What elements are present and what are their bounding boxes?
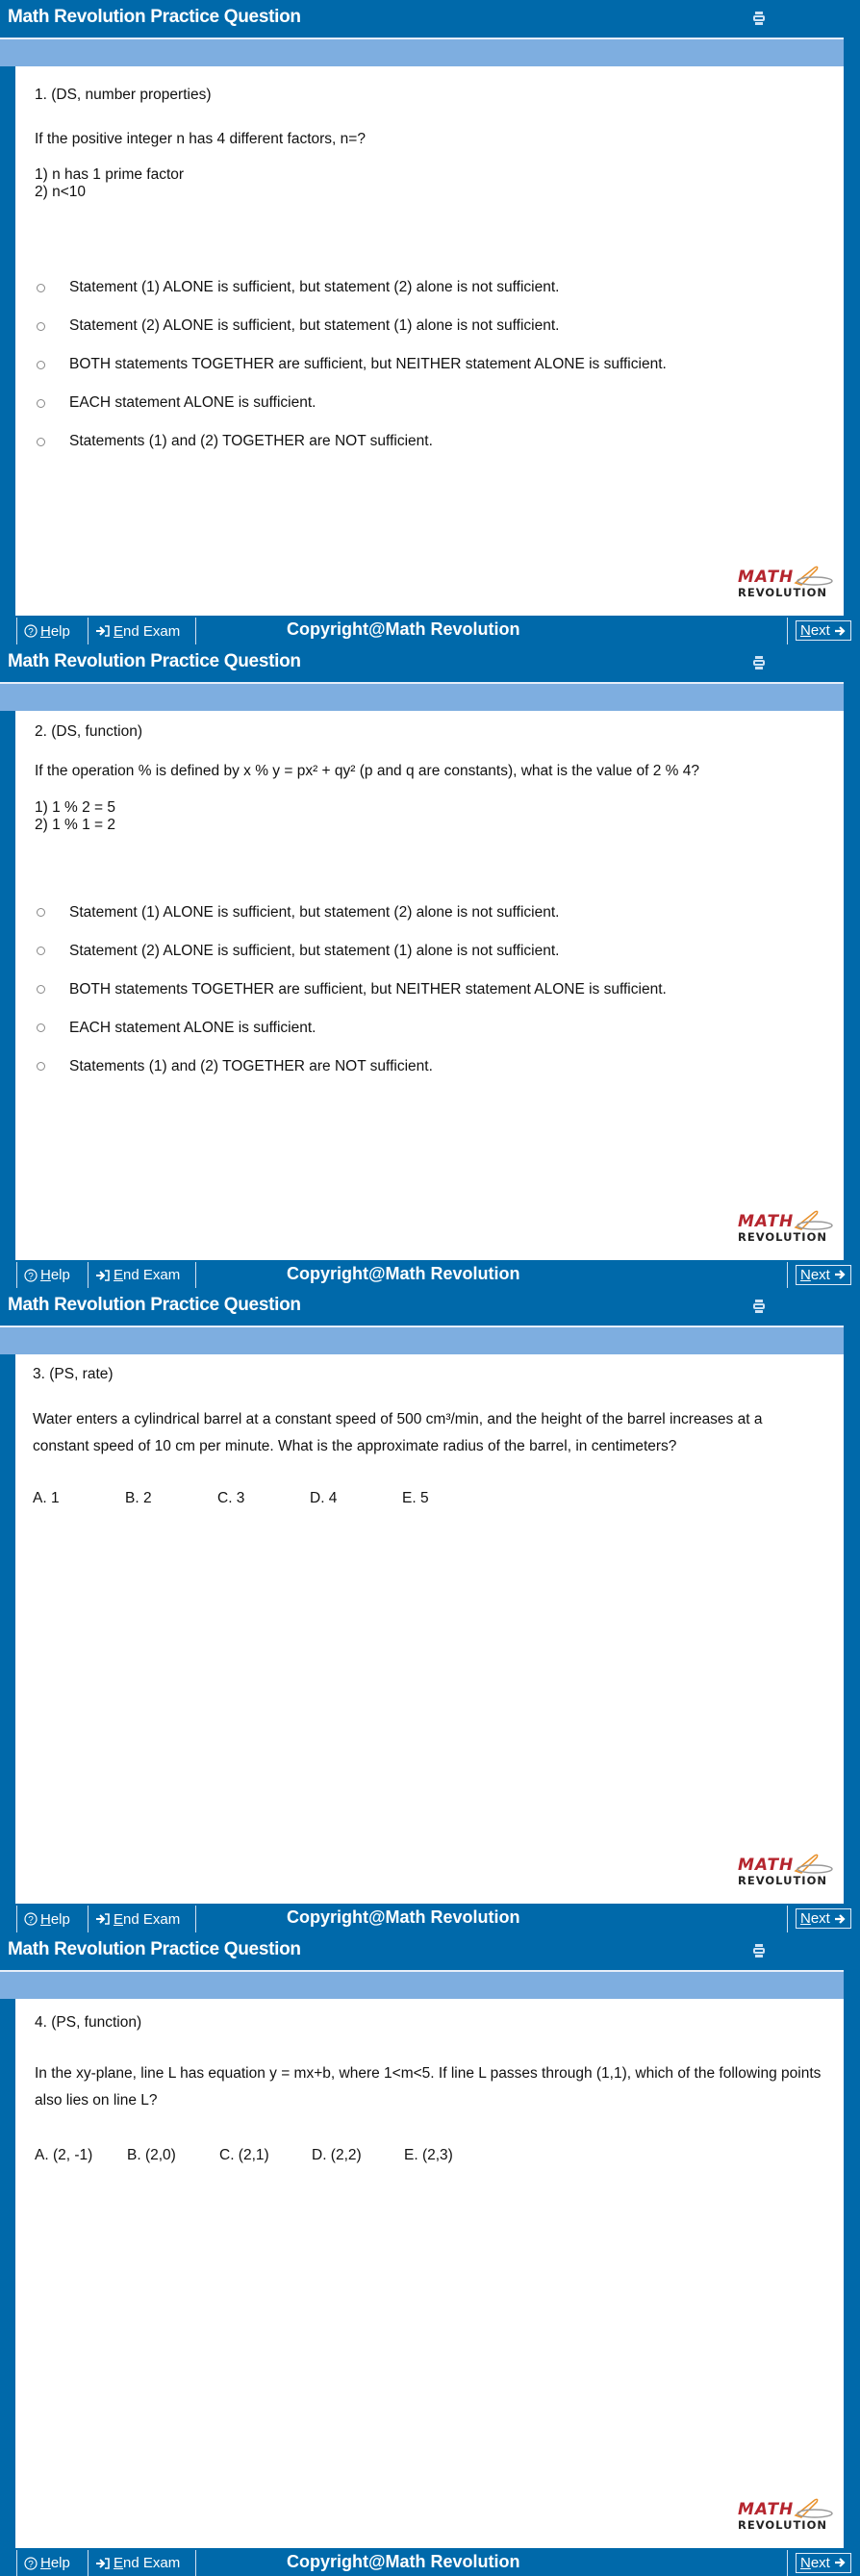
arrow-right-icon (834, 1913, 846, 1925)
radio-button[interactable] (37, 361, 45, 369)
next-button-container (787, 1262, 860, 1289)
end-exam-button[interactable]: E nd Exam (88, 2550, 196, 2576)
logo-swoosh-icon (794, 2498, 834, 2519)
radio-button[interactable] (37, 438, 45, 446)
footer-bar (0, 2548, 860, 2576)
logo-swoosh-icon (794, 566, 834, 587)
statement-2: 2) n<10 (35, 184, 87, 200)
answer-choices (35, 2147, 496, 2164)
question-label: 1. (DS, number properties) (35, 87, 212, 103)
window-title: Math Revolution Practice Question (8, 7, 301, 27)
radio-button[interactable] (37, 1023, 45, 1032)
help-icon (24, 1269, 38, 1282)
toolbar-strip (0, 38, 844, 66)
question-window-2 (0, 644, 860, 1289)
answer-option[interactable]: BOTH statements TOGETHER are sufficient, but NEITHER statement ALONE is sufficient. (35, 971, 667, 1009)
help-icon (24, 1912, 38, 1926)
help-button[interactable]: ? H elp (16, 1906, 88, 1932)
choice-e[interactable]: E. 5 (402, 1490, 429, 1506)
radio-button[interactable] (37, 1062, 45, 1071)
choice-e[interactable]: E. (2,3) (404, 2146, 453, 2163)
next-button[interactable]: N ext (796, 1908, 851, 1929)
arrow-right-icon (834, 2557, 846, 2568)
question-text: Water enters a cylindrical barrel at a constant speed of 500 cm³/min, and the height of the barrel increases at a constant speed of 10 cm per minute. What is the approximate radius of the barrel, in centimeters? (33, 1411, 763, 1454)
print-icon[interactable] (752, 655, 766, 670)
exit-icon (95, 624, 111, 638)
answer-option[interactable]: Statement (2) ALONE is sufficient, but statement (1) alone is not sufficient. (35, 307, 667, 345)
copyright-text: Copyright@Math Revolution (287, 1263, 520, 1283)
next-button[interactable]: N ext (796, 1265, 851, 1285)
question-text: In the xy-plane, line L has equation y = mx+b, where 1<m<5. If line L passes through (1,1), which of the following points also lies on line L? (35, 2064, 822, 2109)
title-bar (0, 1288, 860, 1326)
help-button[interactable]: ? H elp (16, 618, 88, 644)
choice-b[interactable]: B. (2,0) (127, 2146, 176, 2163)
answer-option[interactable]: EACH statement ALONE is sufficient. (35, 1009, 667, 1048)
question-text: If the positive integer n has 4 different factors, n=? (35, 131, 366, 147)
radio-button[interactable] (37, 985, 45, 994)
answer-choices (33, 1490, 494, 1507)
radio-button[interactable] (37, 947, 45, 955)
next-button-container (787, 1906, 860, 1932)
choice-c[interactable]: C. 3 (217, 1490, 245, 1506)
statements (35, 166, 184, 201)
copyright-text: Copyright@Math Revolution (287, 2551, 520, 2571)
title-bar (0, 644, 860, 682)
choice-b[interactable]: B. 2 (125, 1490, 152, 1506)
answer-option[interactable]: Statement (2) ALONE is sufficient, but statement (1) alone is not sufficient. (35, 932, 667, 971)
end-exam-button[interactable]: E nd Exam (88, 618, 196, 644)
answer-options (35, 894, 667, 1086)
choice-c[interactable]: C. (2,1) (219, 2146, 269, 2163)
answer-option[interactable]: Statements (1) and (2) TOGETHER are NOT sufficient. (35, 422, 667, 461)
footer-bar (0, 616, 860, 644)
help-button[interactable]: ? H elp (16, 2550, 88, 2576)
print-icon[interactable] (752, 11, 766, 26)
question-label: 3. (PS, rate) (33, 1366, 114, 1382)
question-label: 2. (DS, function) (35, 722, 142, 740)
radio-button[interactable] (37, 284, 45, 292)
print-icon[interactable] (752, 1943, 766, 1958)
radio-button[interactable] (37, 908, 45, 917)
question-content (15, 66, 844, 616)
footer-bar (0, 1260, 860, 1289)
toolbar-strip (0, 1326, 844, 1354)
choice-a[interactable]: A. 1 (33, 1490, 60, 1506)
statement-1: 1) 1 % 2 = 5 (35, 798, 116, 816)
choice-a[interactable]: A. (2, -1) (35, 2146, 93, 2163)
statement-2: 2) 1 % 1 = 2 (35, 816, 116, 833)
next-button-container (787, 618, 860, 644)
toolbar-strip (0, 682, 844, 711)
copyright-text: Copyright@Math Revolution (287, 1907, 520, 1927)
question-content (15, 711, 844, 1260)
help-button[interactable]: ? H elp (16, 1262, 88, 1289)
arrow-right-icon (834, 1269, 846, 1280)
svg-text:?: ? (28, 627, 34, 638)
help-icon (24, 2557, 38, 2570)
radio-button[interactable] (37, 399, 45, 408)
answer-option[interactable]: EACH statement ALONE is sufficient. (35, 384, 667, 422)
answer-options (35, 268, 667, 461)
answer-option[interactable]: Statement (1) ALONE is sufficient, but statement (2) alone is not sufficient. (35, 894, 667, 932)
end-exam-button[interactable]: E nd Exam (88, 1906, 196, 1932)
answer-option[interactable]: BOTH statements TOGETHER are sufficient, but NEITHER statement ALONE is sufficient. (35, 345, 667, 384)
question-content (15, 1999, 844, 2548)
arrow-right-icon (834, 625, 846, 637)
answer-option[interactable]: Statement (1) ALONE is sufficient, but statement (2) alone is not sufficient. (35, 268, 667, 307)
question-window-1 (0, 0, 860, 644)
exit-icon (95, 2557, 111, 2570)
title-bar (0, 0, 860, 38)
print-icon[interactable] (752, 1299, 766, 1314)
answer-option[interactable]: Statements (1) and (2) TOGETHER are NOT sufficient. (35, 1048, 667, 1086)
next-button-container (787, 2550, 860, 2576)
window-title: Math Revolution Practice Question (8, 650, 301, 671)
logo-swoosh-icon (794, 1854, 834, 1875)
question-text: If the operation % is defined by x % y = px² + qy² (p and q are constants), what is the value of 2 % 4? (35, 762, 699, 779)
copyright-text: Copyright@Math Revolution (287, 619, 520, 639)
window-title: Math Revolution Practice Question (8, 1295, 301, 1315)
end-exam-button[interactable]: E nd Exam (88, 1262, 196, 1289)
statements (35, 799, 115, 834)
exit-icon (95, 1269, 111, 1282)
math-revolution-logo: MATH REVOLUTION (738, 1856, 834, 1894)
next-button[interactable]: N ext (796, 2553, 851, 2573)
exit-icon (95, 1912, 111, 1926)
footer-bar (0, 1904, 860, 1932)
question-label: 4. (PS, function) (35, 2013, 142, 2031)
choice-d[interactable]: D. (2,2) (312, 2146, 362, 2163)
statement-1: 1) n has 1 prime factor (35, 166, 185, 183)
choice-d[interactable]: D. 4 (310, 1490, 338, 1506)
logo-swoosh-icon (794, 1210, 834, 1231)
question-content (15, 1354, 844, 1904)
help-icon (24, 624, 38, 638)
math-revolution-logo: MATH REVOLUTION (738, 2500, 834, 2538)
math-revolution-logo: MATH REVOLUTION (738, 1212, 834, 1250)
toolbar-strip (0, 1970, 844, 1999)
svg-text:?: ? (28, 1915, 34, 1926)
window-title: Math Revolution Practice Question (8, 1938, 301, 1959)
math-revolution-logo: MATH REVOLUTION (738, 568, 834, 606)
title-bar (0, 1932, 860, 1970)
next-button[interactable]: N ext (796, 620, 851, 641)
question-window-3 (0, 1288, 860, 1932)
svg-text:?: ? (28, 2559, 34, 2570)
radio-button[interactable] (37, 322, 45, 331)
question-window-4 (0, 1932, 860, 2576)
svg-text:?: ? (28, 1271, 34, 1282)
